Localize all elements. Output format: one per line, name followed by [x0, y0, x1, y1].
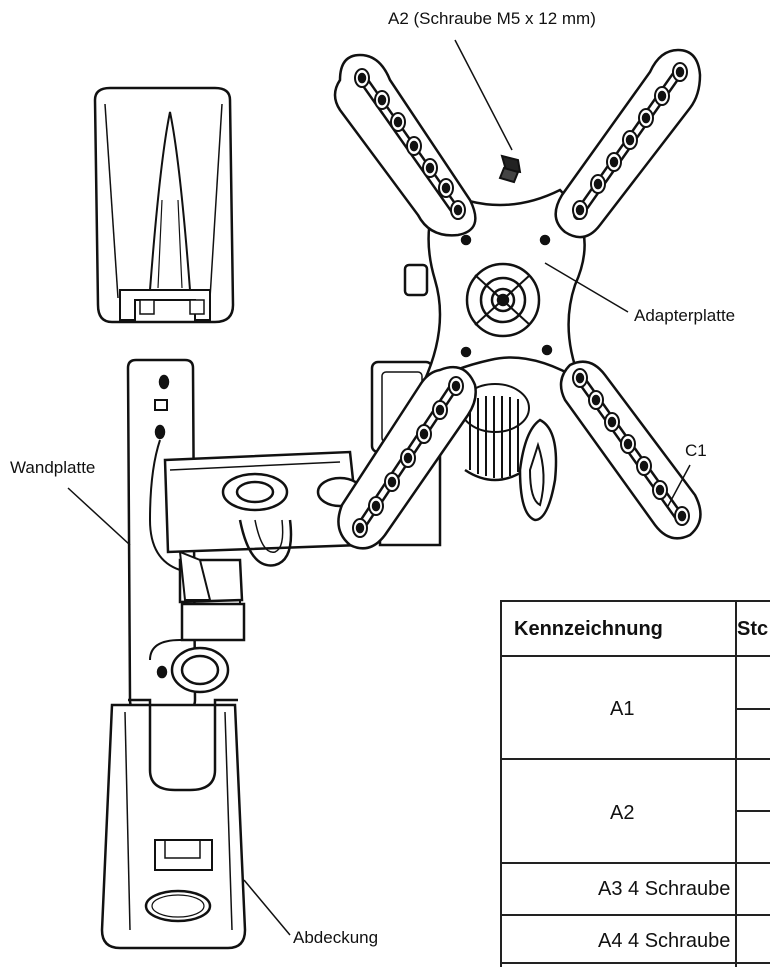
cover-leader-line [244, 880, 290, 935]
screw-a2-part [500, 156, 520, 182]
table-row-a3-text: A3 4 Schraube [598, 878, 731, 900]
table-row-a4-text: A4 4 Schraube [598, 930, 731, 952]
table-border-top [500, 600, 770, 602]
wall-plate-label: Wandplatte [10, 458, 96, 477]
bottom-cover-part [102, 700, 245, 948]
table-row-a2-id: A2 [610, 802, 635, 824]
table-header-kennzeichnung: Kennzeichnung [514, 618, 663, 640]
table-row-divider [500, 655, 770, 657]
cover-label: Abdeckung [293, 928, 379, 947]
adapter-plate-label: Adapterplatte [634, 306, 736, 325]
c1-label: C1 [685, 441, 707, 460]
tilt-spring-part [461, 384, 556, 520]
table-row-divider [500, 758, 770, 760]
wall-plate-leader-line [68, 488, 130, 545]
table-subrow-divider [735, 810, 770, 812]
parts-table [500, 600, 770, 967]
table-row-a1-id: A1 [610, 698, 635, 720]
table-subrow-divider [735, 708, 770, 710]
top-cover-part [95, 88, 233, 322]
table-border-bottom [500, 962, 770, 964]
bracket-arm-upper-right [556, 50, 700, 237]
bracket-arm-upper-left [335, 55, 475, 235]
bracket-arm-lower-right [561, 362, 700, 539]
a2-screw-label: A2 (Schraube M5 x 12 mm) [388, 9, 596, 28]
table-row-divider [500, 914, 770, 916]
table-header-stueckzahl: Stc [737, 618, 769, 640]
table-row-divider [500, 862, 770, 864]
a2-leader-line [455, 40, 512, 150]
